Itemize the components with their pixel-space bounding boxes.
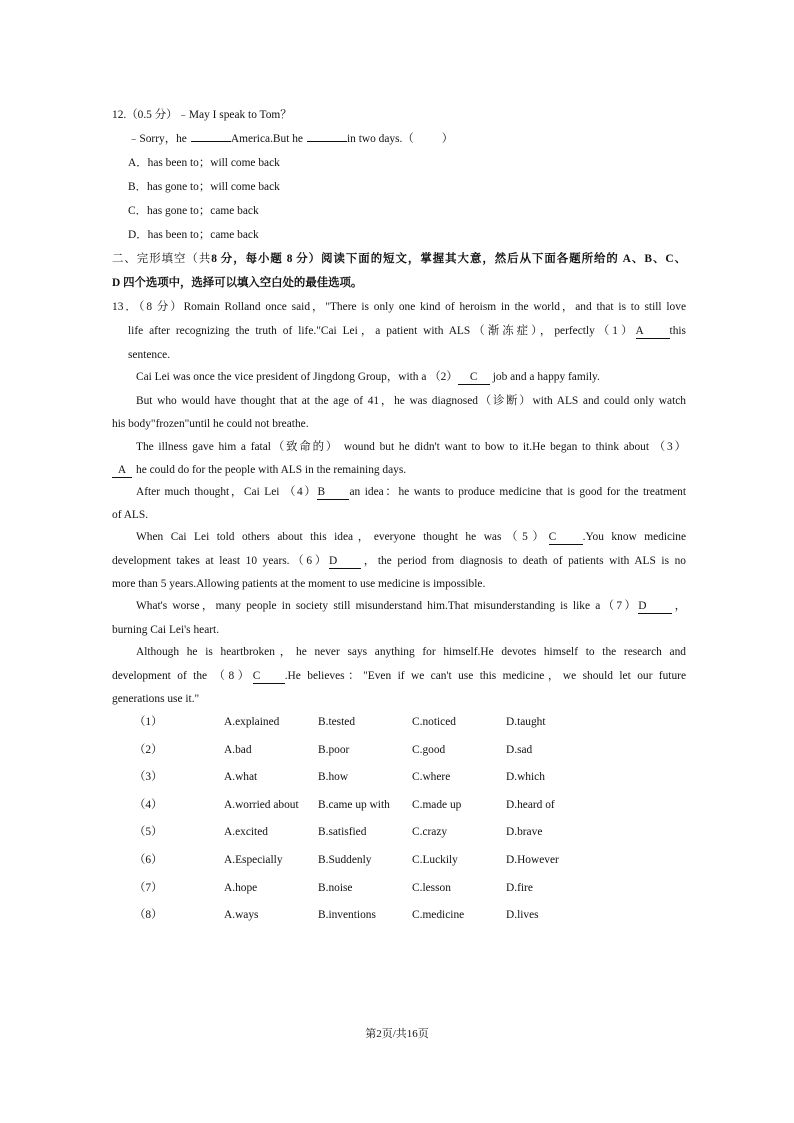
- q12-dialogue: [128, 132, 453, 147]
- q13-para7-line1: Although he is heartbroken，he never says anything for himself.He devotes himself to the research and: [136, 646, 686, 658]
- q13-para5-line1: [136, 530, 686, 545]
- q13-para3-line2: [112, 463, 406, 478]
- option-number: （3）: [134, 771, 163, 783]
- q12-number: 12.: [112, 109, 127, 121]
- option-d: D.lives: [506, 909, 539, 921]
- q13-para7-line3: generations use it.": [112, 693, 200, 705]
- q13-text: this: [669, 325, 686, 337]
- option-a: A.ways: [224, 909, 259, 921]
- option-c: C.noticed: [412, 716, 456, 728]
- option-b: B.came up with: [318, 799, 390, 811]
- option-text: has gone to；came back: [147, 205, 259, 217]
- q12-text-a: ﹣Sorry，he: [128, 133, 187, 145]
- option-b: B.satisfied: [318, 826, 367, 838]
- option-text: has gone to；will come back: [147, 181, 280, 193]
- q13-para5-line3: more than 5 years.Allowing patients at the moment to use medicine is impossible.: [112, 578, 486, 590]
- option-key: A．: [128, 157, 148, 169]
- q12-option-a: [128, 156, 280, 171]
- answer-6: D: [329, 555, 361, 569]
- option-d: D.which: [506, 771, 545, 783]
- section2-instructions-cont: D 四个选项中，选择可以填入空白处的最佳选项。: [112, 277, 363, 289]
- answer-7: D: [638, 600, 672, 614]
- q13-para2-line1: But who would have thought that at the age of 41，he was diagnosed（诊断）with ALS and could only watch: [136, 395, 686, 407]
- option-key: C．: [128, 205, 147, 217]
- option-text: has been to；will come back: [147, 157, 280, 169]
- q13-para3-line1: The illness gave him a fatal（致命的） wound but he didn't want to bow to it.He began to think about （3）: [136, 441, 686, 453]
- q13-text: job and a happy family.: [492, 371, 600, 383]
- option-number: （4）: [134, 799, 163, 811]
- option-c: C.lesson: [412, 882, 451, 894]
- q13-text: After much thought，Cai Lei （4）: [136, 486, 318, 498]
- option-number: （7）: [134, 882, 163, 894]
- q12-text-b: America.But he: [230, 133, 303, 145]
- q12-header: [112, 108, 292, 123]
- option-a: A.bad: [224, 744, 252, 756]
- option-c: C.good: [412, 744, 446, 756]
- option-b: B.Suddenly: [318, 854, 372, 866]
- answer-8: C: [253, 670, 285, 684]
- q13-intro-line2: [128, 324, 686, 339]
- q13-text: development takes at least 10 years.（6）: [112, 555, 329, 567]
- option-c: C.crazy: [412, 826, 448, 838]
- option-c: C.Luckily: [412, 854, 458, 866]
- q13-text: .He believes："Even if we can't use this medicine，we should let our future: [284, 670, 686, 682]
- section2-title: 二、完形填空（共: [112, 253, 212, 265]
- q12-option-b: [128, 180, 280, 195]
- option-number: （6）: [134, 854, 163, 866]
- q13-text: ，the period from diagnosis to death of patients with ALS is no: [360, 555, 686, 567]
- q13-intro-line3: sentence.: [128, 349, 171, 361]
- option-number: （2）: [134, 744, 163, 756]
- q13-para1: [136, 370, 600, 385]
- option-b: B.tested: [318, 716, 356, 728]
- q13-text: he could do for the people with ALS in the remaining days.: [136, 464, 407, 476]
- q13-text: Cai Lei was once the vice president of Jingdong Group，with a （2）: [136, 371, 458, 383]
- q12-blank-1: [191, 141, 231, 142]
- q12-option-d: [128, 228, 259, 243]
- option-b: B.noise: [318, 882, 353, 894]
- q12-blank-2: [307, 141, 347, 142]
- q12-score: （0.5 分）: [126, 109, 178, 121]
- option-a: A.what: [224, 771, 258, 783]
- q13-para6-line2: burning Cai Lei's heart.: [112, 624, 220, 636]
- answer-1: A: [636, 325, 670, 339]
- q12-question: ﹣May I speak to Tom？: [177, 109, 292, 121]
- option-d: D.brave: [506, 826, 543, 838]
- option-d: D.sad: [506, 744, 533, 756]
- page-number: 第2页/共16页: [365, 1028, 429, 1040]
- option-d: D.fire: [506, 882, 533, 894]
- option-key: D．: [128, 229, 148, 241]
- option-a: A.explained: [224, 716, 280, 728]
- option-b: B.how: [318, 771, 349, 783]
- option-a: A.Especially: [224, 854, 283, 866]
- option-number: （1）: [134, 716, 163, 728]
- option-d: D.However: [506, 854, 559, 866]
- option-c: C.where: [412, 771, 451, 783]
- q13-text: an idea：he wants to produce medicine that is good for the treatment: [349, 486, 686, 498]
- q13-intro-line1: 13．（8 分）Romain Rolland once said，"There is only one kind of heroism in the world，and that is to still love: [112, 301, 686, 313]
- section2-instructions: 阅读下面的短文，掌握其大意，然后从下面各题所给的 A、B、C、: [321, 253, 686, 265]
- q13-para5-line2: [112, 554, 686, 569]
- q13-text: When Cai Lei told others about this idea，everyone thought he was（5）: [136, 531, 549, 543]
- q13-para7-line2: [112, 669, 686, 684]
- option-c: C.medicine: [412, 909, 465, 921]
- q12-option-c: [128, 204, 259, 219]
- section2-heading: [112, 252, 686, 267]
- option-d: D.heard of: [506, 799, 555, 811]
- option-a: A.worried about: [224, 799, 299, 811]
- option-number: （5）: [134, 826, 163, 838]
- answer-3: A: [112, 464, 132, 478]
- q12-text-d: ）: [441, 133, 454, 145]
- q13-para6-line1: [136, 599, 686, 614]
- option-c: C.made up: [412, 799, 462, 811]
- option-a: A.excited: [224, 826, 268, 838]
- option-text: has been to；came back: [147, 229, 259, 241]
- q13-text: ，: [672, 600, 686, 612]
- answer-5: C: [549, 531, 583, 545]
- option-a: A.hope: [224, 882, 258, 894]
- option-b: B.inventions: [318, 909, 376, 921]
- q13-para4-line2: of ALS.: [112, 509, 149, 521]
- option-key: B．: [128, 181, 147, 193]
- q13-text: life after recognizing the truth of life."Cai Lei，a patient with ALS（渐冻症），perfectly（1）: [128, 325, 636, 337]
- option-b: B.poor: [318, 744, 350, 756]
- answer-2: C: [458, 371, 490, 385]
- q13-text: .You know medicine: [582, 531, 687, 543]
- q13-text: What's worse，many people in society still misunderstand him.That misunderstanding is like a（7）: [136, 600, 639, 612]
- q13-para4-line1: [136, 485, 686, 500]
- q12-text-c: in two days.（: [346, 133, 414, 145]
- q13-para2-line2: his body"frozen"until he could not breathe.: [112, 418, 309, 430]
- section2-score: 8 分，每小题 8 分）: [211, 253, 322, 265]
- answer-4: B: [317, 486, 349, 500]
- option-number: （8）: [134, 909, 163, 921]
- option-d: D.taught: [506, 716, 546, 728]
- q13-text: development of the （8）: [112, 670, 253, 682]
